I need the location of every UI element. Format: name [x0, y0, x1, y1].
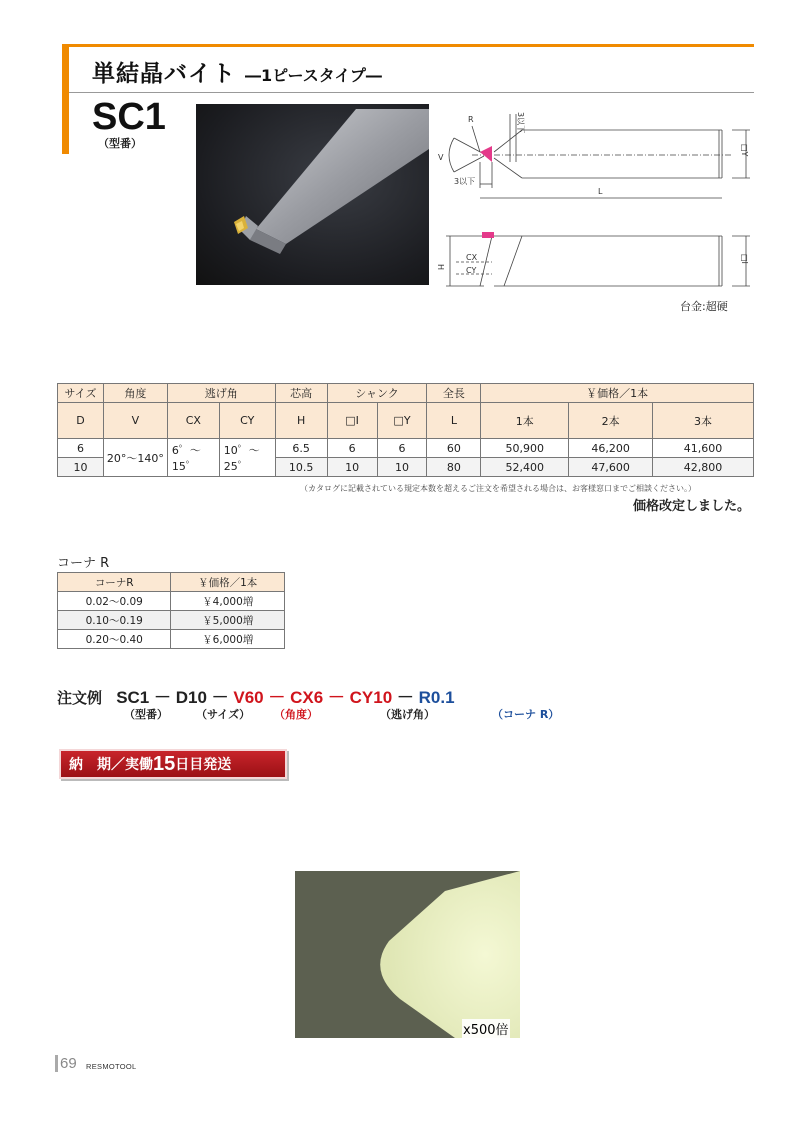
spec-header-shank: シャンク: [327, 384, 427, 403]
spec-subheader-l: L: [427, 403, 481, 439]
drawing-label-v: V: [438, 153, 444, 162]
cell-i: 10: [327, 458, 377, 477]
corner-header-row: [58, 573, 285, 592]
order-caption-model: （型番）: [124, 708, 168, 721]
drawing-label-3-bottom: 3以下: [454, 177, 476, 186]
cell-price-3: 42,800: [653, 458, 754, 477]
delivery-suffix: 日目発送: [175, 757, 232, 773]
micrograph-photo: [295, 871, 520, 1038]
cell-l: 80: [427, 458, 481, 477]
corner-price: ￥5,000増: [171, 611, 285, 630]
corner-r-table: [57, 572, 285, 649]
spec-subheader-cx: CX: [167, 403, 219, 439]
cell-price-2: 47,600: [569, 458, 653, 477]
spec-subheader-3pc: 3本: [653, 403, 754, 439]
order-dash: －: [154, 688, 171, 707]
cell-cy: 10゜～25゜: [219, 439, 275, 477]
delivery-days: 15: [153, 752, 176, 775]
corner-header-range: コーナR: [58, 573, 171, 592]
cell-l: 60: [427, 439, 481, 458]
cell-v: 20°～140°: [103, 439, 167, 477]
corner-price: ￥6,000増: [171, 630, 285, 649]
cell-price-2: 46,200: [569, 439, 653, 458]
order-part-model: SC1: [116, 688, 150, 707]
cell-price-1: 50,900: [481, 439, 569, 458]
order-caption-corner: （コーナ R）: [492, 708, 560, 721]
table-row: [58, 439, 754, 458]
corner-price: ￥4,000増: [171, 592, 285, 611]
corner-range: 0.02～0.09: [58, 592, 171, 611]
order-caption-angle: （角度）: [274, 708, 318, 721]
order-dash: －: [396, 688, 414, 707]
spec-group-header-row: [58, 384, 754, 403]
cell-y: 10: [377, 458, 427, 477]
spec-subheader-h: H: [275, 403, 327, 439]
cell-price-3: 41,600: [653, 439, 754, 458]
price-revised-notice: 価格改定しました。: [633, 499, 751, 514]
drawing-label-r: R: [468, 115, 474, 124]
corner-range: 0.20～0.40: [58, 630, 171, 649]
header-top-rule: [62, 44, 754, 47]
title-subtitle: ―1ピースタイプ―: [245, 66, 382, 85]
table-row: [58, 630, 285, 649]
base-material: 台金:超硬: [680, 300, 728, 313]
technical-drawing: [432, 102, 754, 294]
drawing-label-y: □Y: [740, 144, 749, 157]
order-dash: －: [327, 688, 345, 707]
order-example-label: 注文例: [57, 689, 103, 707]
order-part-angle: V60: [233, 688, 264, 707]
cell-h: 6.5: [275, 439, 327, 458]
order-quantity-note: （カタログに記載されている規定本数を超えるご注文を希望される場合は、お客様窓口までご相談ください。）: [300, 484, 696, 493]
table-row: [58, 592, 285, 611]
order-caption-clearance: （逃げ角）: [380, 708, 435, 721]
drawing-label-cx: CX: [466, 253, 478, 262]
page-title: [92, 55, 382, 88]
corner-range: 0.10～0.19: [58, 611, 171, 630]
spec-header-length: 全長: [427, 384, 481, 403]
corner-r-title: コーナ R: [57, 556, 110, 571]
order-part-corner: R0.1: [418, 688, 455, 707]
cell-price-1: 52,400: [481, 458, 569, 477]
spec-subheader-d: D: [58, 403, 104, 439]
drawing-label-h: H: [436, 264, 445, 271]
cell-h: 10.5: [275, 458, 327, 477]
drawing-label-cy: CY: [466, 266, 477, 275]
order-part-cy: CY10: [349, 688, 393, 707]
spec-header-clearance: 逃げ角: [167, 384, 275, 403]
title-main: 単結晶バイト: [92, 61, 236, 87]
delivery-badge: [59, 749, 287, 779]
cell-d: 6: [58, 439, 104, 458]
corner-header-price: ￥価格／1本: [171, 573, 285, 592]
drawing-label-3-top: 3以下: [516, 112, 525, 134]
spec-subheader-cy: CY: [219, 403, 275, 439]
spec-header-center-height: 芯高: [275, 384, 327, 403]
cell-y: 6: [377, 439, 427, 458]
spec-header-price: ￥価格／1本: [481, 384, 754, 403]
table-row: [58, 611, 285, 630]
spec-subheader-y: □Y: [377, 403, 427, 439]
spec-table: [57, 383, 754, 477]
spec-header-size: サイズ: [58, 384, 104, 403]
drawing-label-l: L: [598, 187, 603, 196]
order-example: [57, 683, 455, 708]
page-number: 69: [55, 1055, 77, 1072]
order-dash: －: [268, 688, 286, 707]
product-photo: [196, 104, 429, 285]
cell-cx: 6゜～15゜: [167, 439, 219, 477]
order-part-cx: CX6: [290, 688, 324, 707]
brand-name: RESMOTOOL: [86, 1062, 137, 1071]
spec-subheader-v: V: [103, 403, 167, 439]
magnification-label: x500倍: [462, 1019, 510, 1038]
order-caption-size: （サイズ）: [196, 708, 251, 721]
drawing-label-i: □I: [740, 254, 749, 264]
order-dash: －: [211, 688, 229, 707]
header-divider: [69, 92, 754, 93]
order-part-size: D10: [175, 688, 207, 707]
header-accent-bar: [62, 44, 69, 154]
spec-header-angle: 角度: [103, 384, 167, 403]
spec-sub-header-row: [58, 403, 754, 439]
model-number: SC1: [92, 96, 166, 138]
spec-subheader-i: □I: [327, 403, 377, 439]
delivery-prefix: 納 期／実働: [69, 757, 153, 773]
cell-d: 10: [58, 458, 104, 477]
spec-subheader-1pc: 1本: [481, 403, 569, 439]
spec-subheader-2pc: 2本: [569, 403, 653, 439]
cell-i: 6: [327, 439, 377, 458]
model-caption: （型番）: [98, 137, 142, 150]
